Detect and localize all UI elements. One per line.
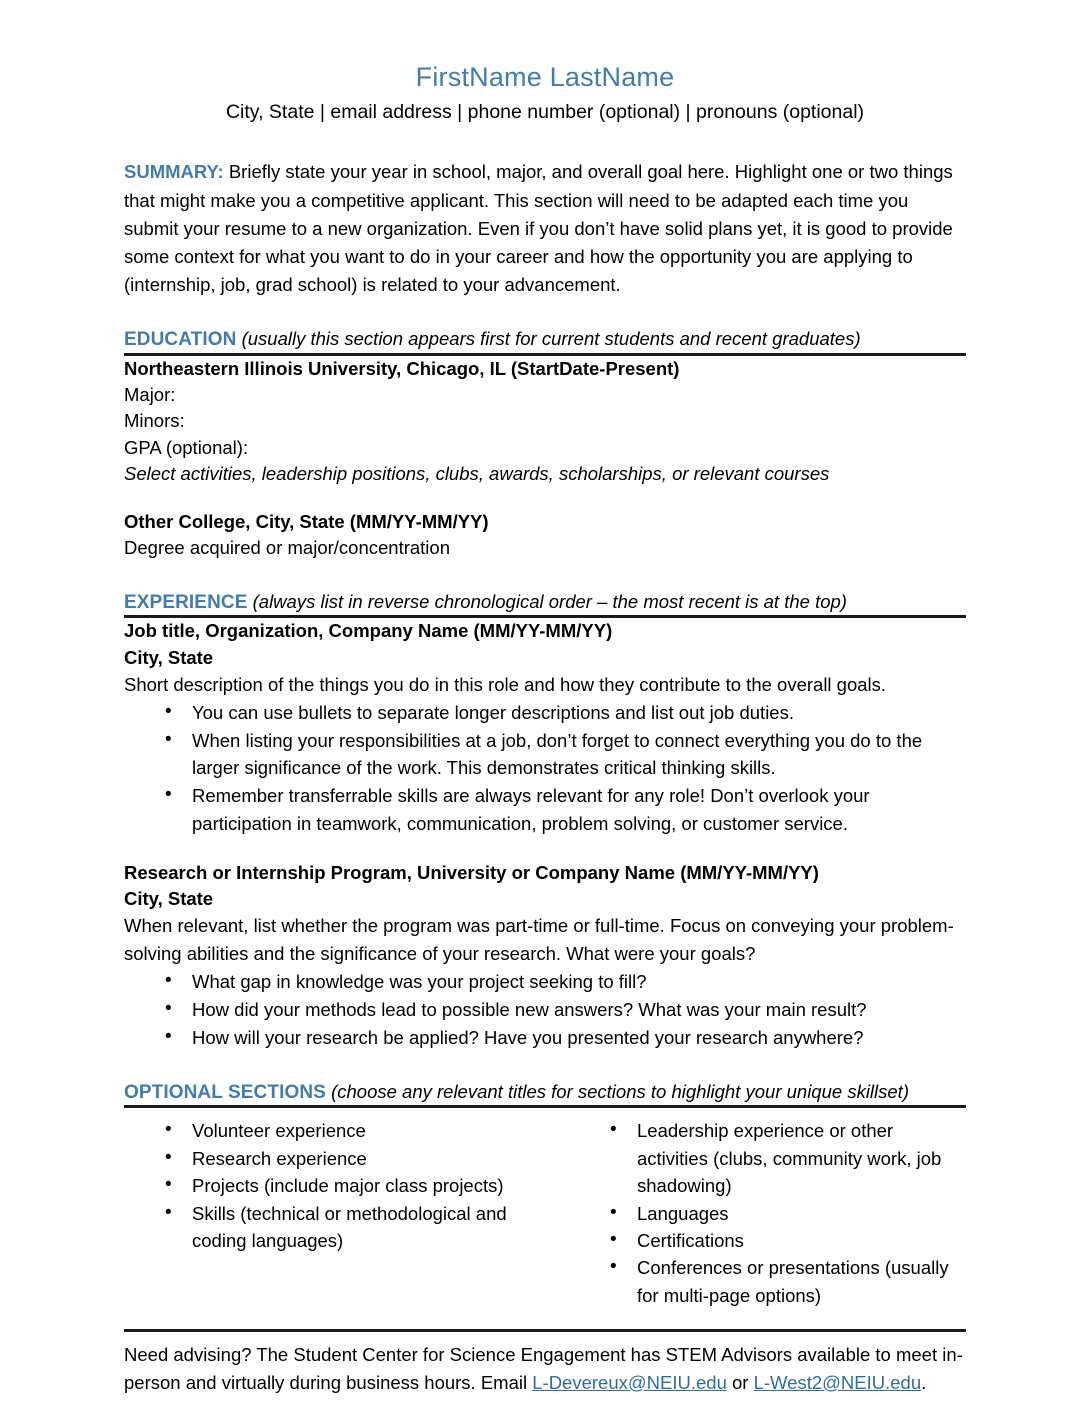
list-item: • Certifications [569, 1227, 966, 1254]
experience-entry1-title: Job title, Organization, Company Name (MM/YY-MM/YY) [124, 620, 613, 642]
section-note-optional: (choose any relevant titles for sections to highlight your unique skillset) [325, 1080, 909, 1102]
list-item: • What gap in knowledge was your project seeking to fill? [124, 968, 966, 996]
email-link-devereux[interactable]: L-Devereux@NEIU.edu [532, 1371, 727, 1393]
section-header-experience [124, 590, 966, 619]
experience-entry1-bullets [124, 699, 966, 838]
list-item: • How will your research be applied? Have you presented your research anywhere? [124, 1024, 966, 1052]
footer-text-before: Need advising? The Student Center for Science Engagement has STEM Advisors available to meet in-person and virtually during business hours. Email [124, 1344, 963, 1393]
list-item: • When listing your responsibilities at a job, don’t forget to connect everything you do to the larger significance of the work. This demonstrates critical thinking skills. [124, 727, 966, 783]
summary-text: Briefly state your year in school, major, and overall goal here. Highlight one or two things that might make you a competitive applicant. This section will need to be adapted each time you submit your resume to a new organization. Even if you don’t have solid plans yet, it is good to provide some context for what you want to do in your career and how the opportunity you are applying to (internship, job, grad school) is related to your advancement. [124, 161, 953, 295]
list-item: • Projects (include major class projects) [124, 1172, 545, 1199]
education-entry-major: Major: [124, 384, 176, 405]
advising-footer-text [124, 1341, 966, 1397]
education-entry-title: Northeastern Illinois University, Chicago, IL (StartDate-Present) [124, 357, 680, 379]
section-header-education [124, 327, 966, 356]
experience-entry1-location: City, State [124, 646, 214, 668]
experience-entry2-title: Research or Internship Program, University or Company Name (MM/YY-MM/YY) [124, 861, 819, 883]
education-entry2-degree: Degree acquired or major/concentration [124, 537, 450, 559]
section-title-experience: EXPERIENCE [124, 591, 248, 613]
optional-left-list [124, 1117, 545, 1254]
experience-entry2-bullets [124, 968, 966, 1051]
summary-label: SUMMARY: [124, 161, 224, 183]
list-item: • Research experience [124, 1145, 545, 1172]
list-item: • How did your methods lead to possible new answers? What was your main result? [124, 996, 966, 1024]
list-item: • You can use bullets to separate longer descriptions and list out job duties. [124, 699, 966, 727]
optional-column-right [545, 1117, 966, 1309]
section-note-experience: (always list in reverse chronological order – the most recent is at the top) [247, 590, 847, 612]
list-item: • Volunteer experience [124, 1117, 545, 1144]
optional-right-list [569, 1117, 966, 1309]
section-title-education: EDUCATION [124, 328, 237, 350]
list-item: • Languages [569, 1200, 966, 1227]
optional-column-left [124, 1117, 545, 1309]
list-item: • Conferences or presentations (usually for multi-page options) [569, 1254, 966, 1309]
contact-line: City, State | email address | phone number (optional) | pronouns (optional) [225, 101, 865, 124]
education-entry-activities: Select activities, leadership positions, clubs, awards, scholarships, or relevant courses [124, 462, 830, 484]
section-note-education: (usually this section appears first for current students and recent graduates) [236, 327, 861, 349]
footer-text-between: or [726, 1371, 754, 1393]
section-header-optional [124, 1080, 966, 1109]
experience-entry2-location: City, State [124, 888, 214, 909]
footer-text-after: . [921, 1371, 927, 1393]
advising-footer [124, 1329, 966, 1397]
experience-entry2-description: When relevant, list whether the program was part-time or full-time. Focus on conveying your problem-solving abilities and the significance of your research. What were your goals? [124, 915, 954, 965]
experience-entry1-description: Short description of the things you do in this role and how they contribute to the overall goals. [124, 673, 887, 695]
list-item: • Skills (technical or methodological and coding languages) [124, 1200, 545, 1255]
education-entry-gpa: GPA (optional): [124, 436, 249, 458]
summary-paragraph [124, 158, 966, 299]
section-title-optional: OPTIONAL SECTIONS [124, 1081, 326, 1103]
list-item: • Remember transferrable skills are always relevant for any role! Don’t overlook your participation in teamwork, communication, problem solving, or customer service. [124, 782, 966, 838]
email-link-west[interactable]: L-West2@NEIU.edu [753, 1371, 922, 1393]
list-item: • Leadership experience or other activities (clubs, community work, job shadowing) [569, 1117, 966, 1199]
education-entry-minors: Minors: [124, 410, 185, 432]
document-body [124, 0, 966, 1397]
optional-sections-columns [124, 1117, 966, 1309]
education-entry2-title: Other College, City, State (MM/YY-MM/YY) [124, 511, 489, 533]
page-title: FirstName LastName [415, 62, 675, 92]
